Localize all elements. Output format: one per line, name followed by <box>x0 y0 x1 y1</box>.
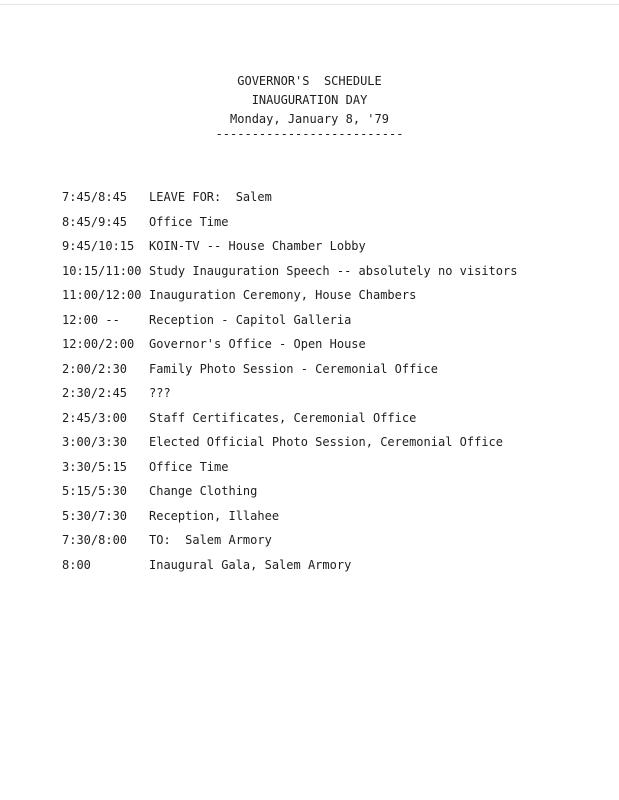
schedule-row <box>62 215 602 240</box>
schedule-row <box>62 533 602 558</box>
schedule-event: Office Time <box>149 214 229 229</box>
schedule-time: 9:45/10:15 <box>62 239 135 253</box>
schedule-time: 2:30/2:45 <box>62 386 128 400</box>
schedule-time: 11:00/12:00 <box>62 288 142 302</box>
schedule-event: KOIN-TV -- House Chamber Lobby <box>149 239 366 253</box>
schedule-row <box>62 386 602 411</box>
document-title: GOVERNOR'S SCHEDULE <box>237 74 382 88</box>
schedule-row <box>62 362 602 387</box>
header-underline: -------------------------- <box>215 127 404 141</box>
schedule-time: 10:15/11:00 <box>62 263 142 278</box>
schedule-time: 12:00 -- <box>62 312 120 327</box>
schedule-row <box>62 190 602 215</box>
schedule-row <box>62 288 602 313</box>
schedule-event: Family Photo Session - Ceremonial Office <box>149 361 438 376</box>
schedule-event: ??? <box>149 386 171 400</box>
schedule-row <box>62 484 602 509</box>
schedule-time: 8:00 <box>62 557 91 572</box>
schedule-time: 5:15/5:30 <box>62 484 128 498</box>
schedule-time: 3:00/3:30 <box>62 435 128 449</box>
schedule-event: LEAVE FOR: Salem <box>149 190 272 204</box>
document-subtitle: INAUGURATION DAY <box>251 93 368 107</box>
schedule-row <box>62 337 602 362</box>
schedule-time: 3:30/5:15 <box>62 459 128 474</box>
schedule-event: Study Inauguration Speech -- absolutely no visitors <box>149 263 518 278</box>
schedule-event: Change Clothing <box>149 484 258 498</box>
schedule-event: Reception - Capitol Galleria <box>149 312 352 327</box>
schedule-time: 7:30/8:00 <box>62 533 128 547</box>
schedule-event: Staff Certificates, Ceremonial Office <box>149 410 417 425</box>
schedule-event: Inauguration Ceremony, House Chambers <box>149 288 417 302</box>
schedule-row <box>62 460 602 485</box>
schedule-time: 7:45/8:45 <box>62 190 128 204</box>
schedule-time: 12:00/2:00 <box>62 337 135 351</box>
schedule-row <box>62 239 602 264</box>
schedule-row <box>62 313 602 338</box>
schedule-time: 2:45/3:00 <box>62 410 128 425</box>
schedule-time: 8:45/9:45 <box>62 214 128 229</box>
schedule-list <box>62 190 602 582</box>
schedule-event: Governor's Office - Open House <box>149 337 366 351</box>
schedule-row <box>62 509 602 534</box>
schedule-event: Office Time <box>149 459 229 474</box>
schedule-row <box>62 264 602 289</box>
schedule-time: 2:00/2:30 <box>62 361 128 376</box>
document-date: Monday, January 8, '79 <box>230 112 389 126</box>
schedule-event: TO: Salem Armory <box>149 533 272 547</box>
schedule-event: Elected Official Photo Session, Ceremonial Office <box>149 435 504 449</box>
schedule-row <box>62 558 602 583</box>
page-edge-line <box>0 4 619 5</box>
schedule-event: Inaugural Gala, Salem Armory <box>149 557 352 572</box>
schedule-time: 5:30/7:30 <box>62 508 128 523</box>
schedule-header <box>0 72 619 144</box>
schedule-event: Reception, Illahee <box>149 508 280 523</box>
schedule-row <box>62 411 602 436</box>
schedule-row <box>62 435 602 460</box>
